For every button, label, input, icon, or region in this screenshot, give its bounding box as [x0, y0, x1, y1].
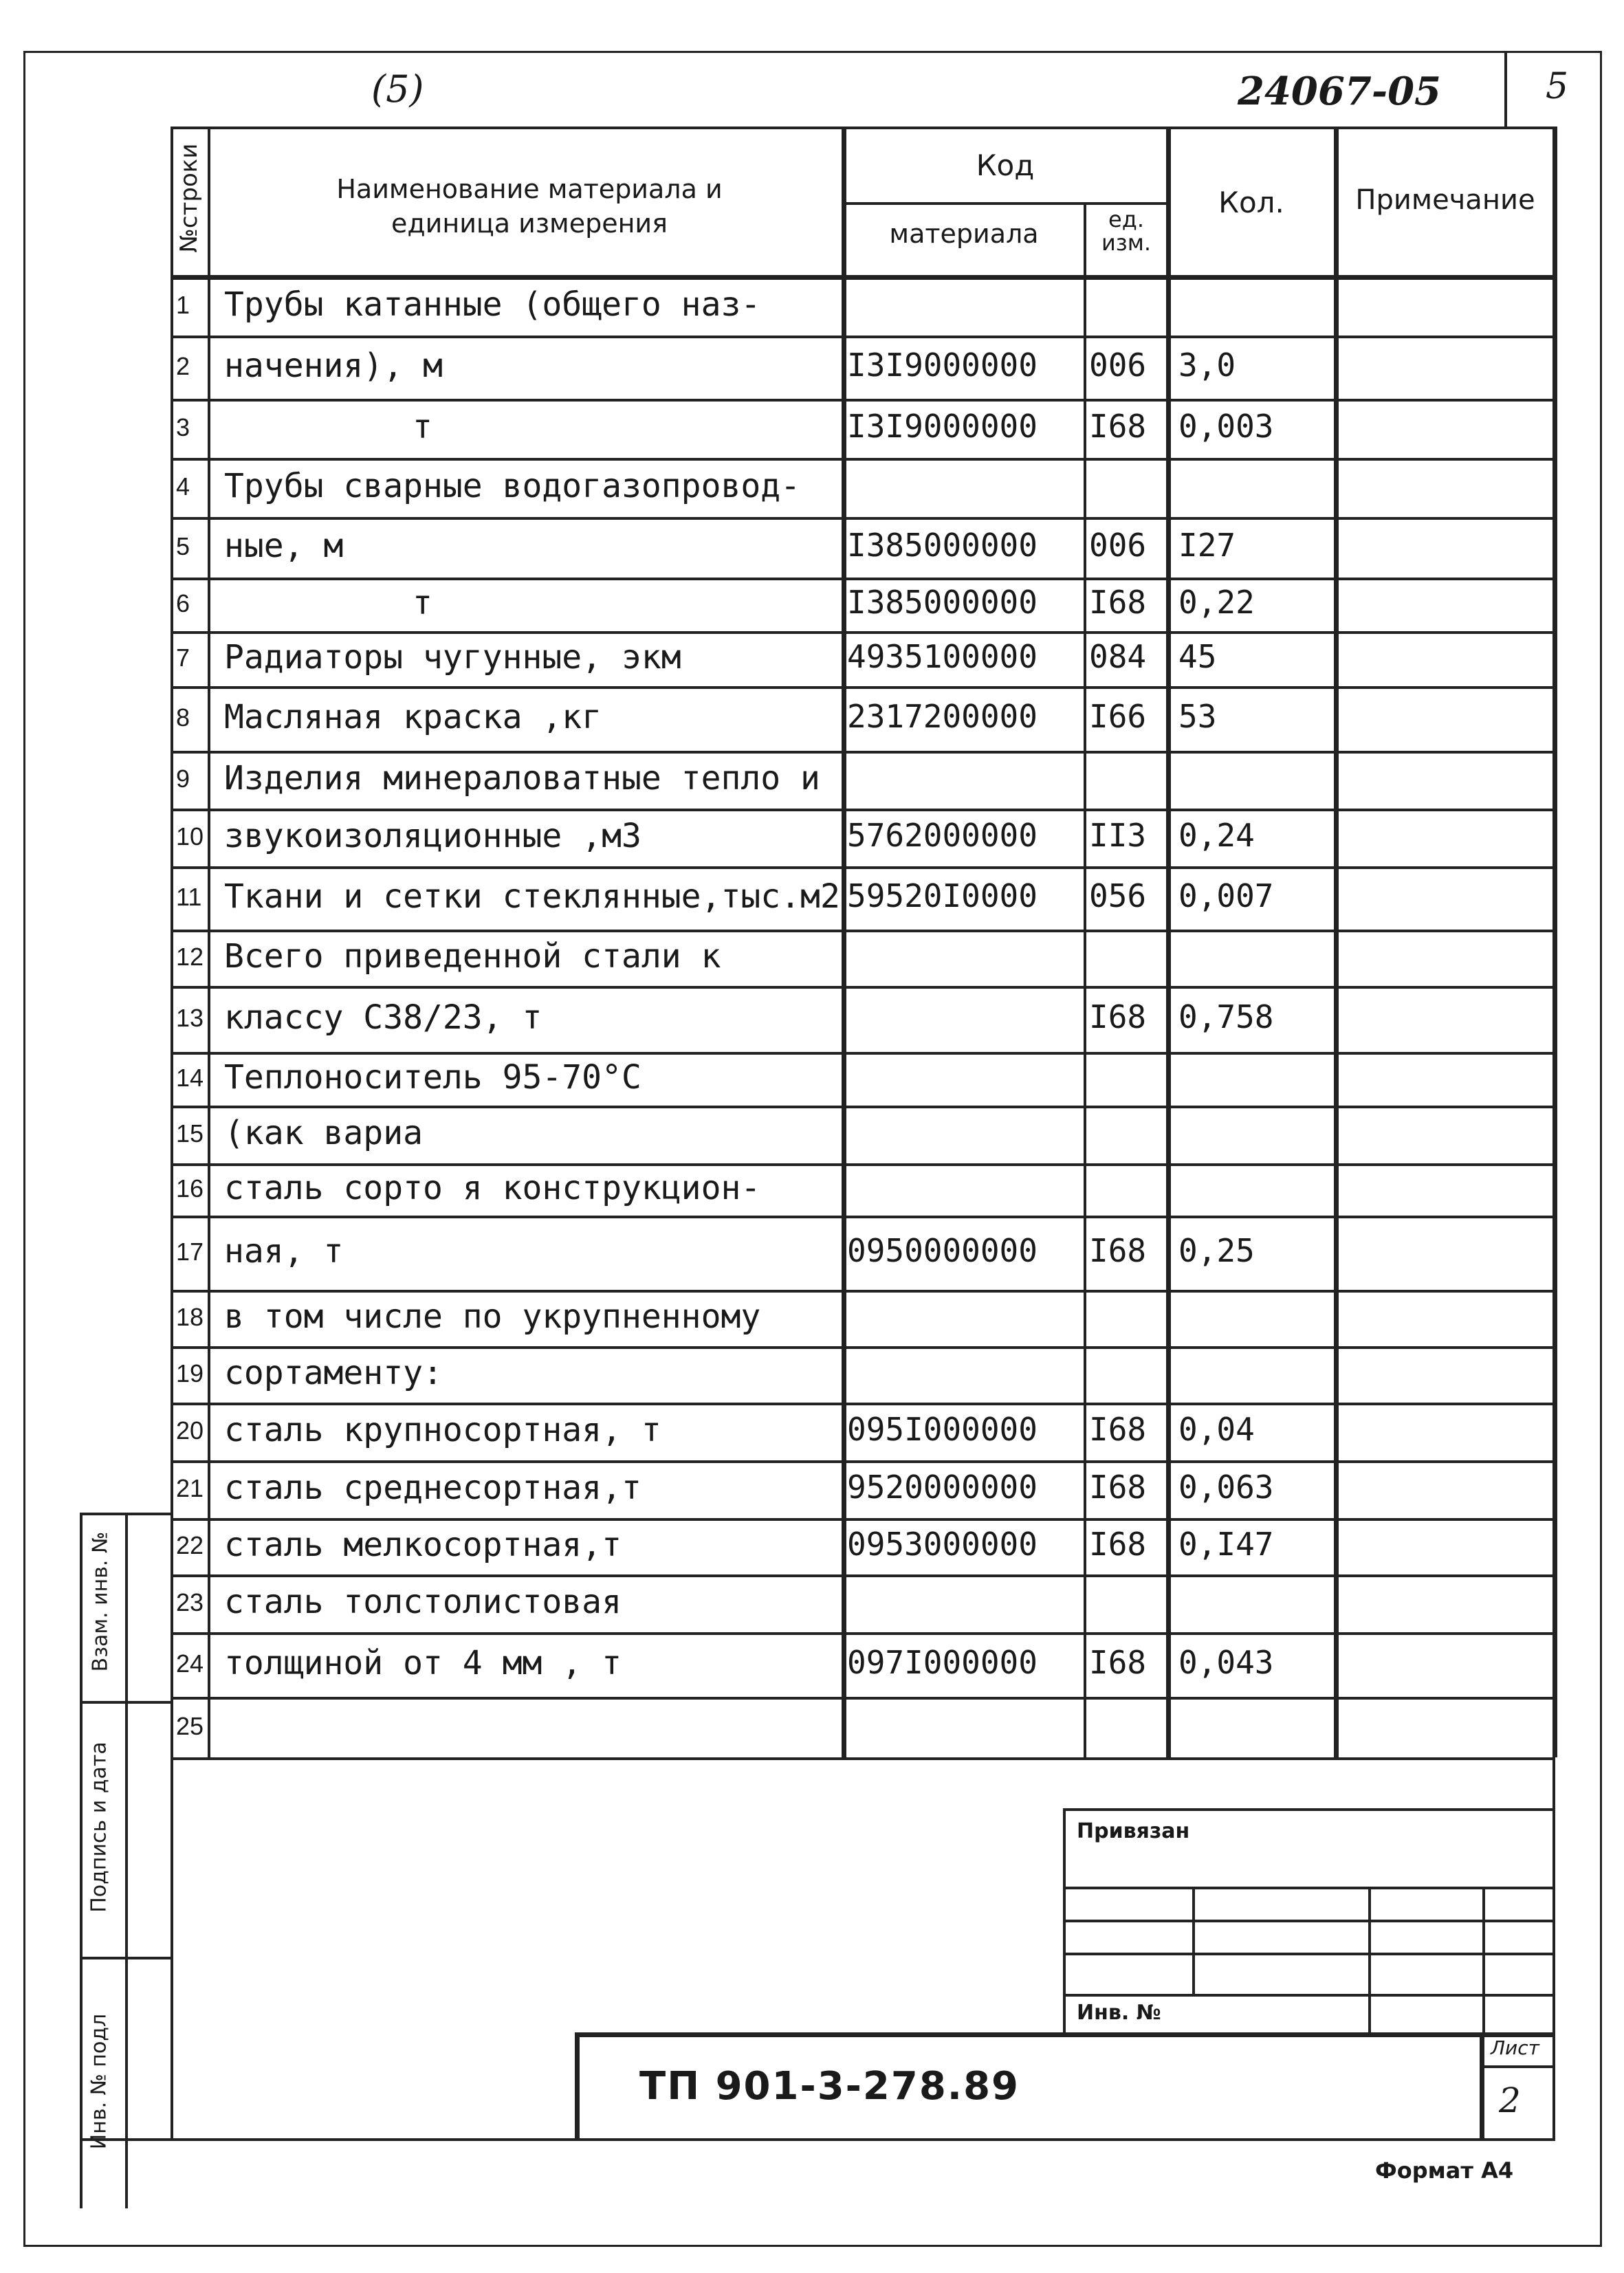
quantity: 0,24: [1178, 817, 1255, 854]
row-number: 6: [176, 589, 190, 617]
col-header-code: Код: [976, 149, 1035, 182]
col-header-code-material: материала: [889, 219, 1039, 249]
bound-row-3: [1063, 1953, 1555, 1955]
material-code: 0953000000: [847, 1526, 1038, 1563]
row-number: 16: [176, 1174, 204, 1203]
material-name: т: [413, 584, 432, 622]
title-block-top: [575, 2032, 1555, 2037]
section-number: (5): [371, 67, 424, 111]
row-number: 22: [176, 1531, 204, 1559]
material-code: 9520000000: [847, 1469, 1038, 1506]
quantity: I27: [1178, 527, 1236, 564]
side-strip-div2: [80, 1957, 171, 1959]
material-name: толщиной от 4 мм , т: [224, 1644, 622, 1682]
page-no-divider: [1504, 51, 1507, 127]
quantity: 0,22: [1178, 584, 1255, 621]
col-divider-note: [1334, 127, 1339, 1757]
table-left-border: [171, 127, 173, 1757]
material-name: Трубы катанные (общего наз-: [224, 285, 761, 324]
row-number: 17: [176, 1238, 204, 1266]
quantity: 0,25: [1178, 1232, 1255, 1269]
material-code: 5762000000: [847, 817, 1038, 854]
sheet-label: Лист: [1491, 2036, 1539, 2059]
unit-code: II3: [1089, 817, 1147, 854]
row-number: 24: [176, 1649, 204, 1678]
bound-label: Привязан: [1077, 1819, 1190, 1843]
unit-code: I68: [1089, 1469, 1147, 1506]
quantity: 3,0: [1178, 347, 1236, 384]
stamp-left-col: [171, 1757, 173, 2141]
side-label-vzam: Взам. инв. №: [88, 1531, 113, 1672]
material-name: (как вариа: [224, 1114, 423, 1152]
material-name: Трубы сварные водогазопровод-: [224, 467, 801, 505]
material-code: 0950000000: [847, 1232, 1038, 1269]
side-strip-left: [80, 1513, 83, 2208]
material-name: Масляная краска ,кг: [224, 698, 602, 736]
material-code: I3I9000000: [847, 347, 1038, 384]
row-number: 3: [176, 413, 190, 441]
material-name: начения), м: [224, 347, 443, 385]
col-header-note: Примечание: [1355, 184, 1535, 216]
document-designation: ТП 901-3-278.89: [639, 2064, 1020, 2109]
page-number: 5: [1546, 66, 1569, 107]
row-separator: [171, 1460, 1555, 1463]
row-number: 15: [176, 1119, 204, 1148]
row-separator: [171, 930, 1555, 932]
sheet-label-line: [1480, 2065, 1555, 2068]
row-number: 21: [176, 1474, 204, 1502]
material-name: сталь среднесортная,т: [224, 1469, 641, 1507]
row-number: 12: [176, 943, 204, 971]
sheet-col-left: [1480, 2032, 1484, 2141]
row-number: 23: [176, 1588, 204, 1616]
col-header-qty: Кол.: [1218, 186, 1284, 219]
col-divider-code: [842, 127, 846, 1757]
row-separator: [171, 1163, 1555, 1166]
row-number: 11: [176, 883, 202, 911]
row-separator: [171, 336, 1555, 338]
row-number: 7: [176, 644, 190, 672]
row-number: 18: [176, 1303, 204, 1331]
col-header-code-unit: ед. изм.: [1101, 206, 1152, 256]
unit-code: 006: [1089, 347, 1147, 384]
row-number: 2: [176, 352, 190, 380]
quantity: 0,04: [1178, 1411, 1255, 1448]
row-number: 14: [176, 1064, 204, 1092]
row-separator: [171, 1106, 1555, 1108]
row-separator: [171, 986, 1555, 989]
material-name: в том числе по укрупненному: [224, 1297, 761, 1336]
side-strip-mid: [125, 1513, 128, 2208]
row-separator: [171, 1403, 1555, 1405]
quantity: 0,I47: [1178, 1526, 1274, 1563]
bound-block-top: [1063, 1808, 1555, 1811]
row-number: 13: [176, 1004, 204, 1032]
row-separator: [171, 399, 1555, 402]
material-name: звукоизоляционные ,м3: [224, 817, 641, 855]
material-code: I3I9000000: [847, 408, 1038, 445]
row-number: 5: [176, 532, 190, 560]
bound-col-2: [1368, 1887, 1371, 2035]
material-name: классу С38/23, т: [224, 998, 542, 1037]
material-name: т: [413, 408, 432, 446]
material-code: I385000000: [847, 584, 1038, 621]
unit-code: I66: [1089, 698, 1147, 735]
material-code: 097I000000: [847, 1644, 1038, 1681]
row-separator: [171, 751, 1555, 754]
row-separator: [171, 1216, 1555, 1218]
material-name: сталь сорто я конструкцион-: [224, 1169, 761, 1207]
material-code: I385000000: [847, 527, 1038, 564]
row-separator: [171, 1632, 1555, 1635]
side-label-inv: Инв. № подл: [87, 2013, 111, 2150]
col-header-name: Наименование материала и единица измерения: [336, 174, 723, 239]
material-code: 095I000000: [847, 1411, 1038, 1448]
unit-code: I68: [1089, 1644, 1147, 1681]
material-code: 2317200000: [847, 698, 1038, 735]
row-separator: [171, 578, 1555, 580]
material-name: сталь толстолистовая: [224, 1583, 622, 1621]
quantity: 0,007: [1178, 877, 1274, 914]
code-subheader-line: [842, 202, 1166, 205]
material-name: Изделия минераловатные тепло и: [224, 759, 820, 798]
sheet-number: 2: [1499, 2080, 1521, 2120]
material-name: Всего приведенной стали к: [224, 937, 721, 976]
document-code: 24067-05: [1238, 69, 1441, 114]
row-number: 10: [176, 822, 204, 850]
row-number: 19: [176, 1359, 204, 1387]
row-separator: [171, 458, 1555, 461]
quantity: 0,063: [1178, 1469, 1274, 1506]
col-header-row-no: №строки: [175, 143, 203, 253]
material-name: Теплоноситель 95-70°С: [224, 1058, 641, 1097]
row-number: 9: [176, 765, 190, 793]
unit-code: I68: [1089, 408, 1147, 445]
stamp-bottom: [80, 2138, 1555, 2141]
row-separator: [171, 1518, 1555, 1521]
inv-no-label: Инв. №: [1077, 2001, 1161, 2025]
row-separator: [171, 1697, 1555, 1700]
quantity: 0,758: [1178, 998, 1274, 1035]
material-name: сталь крупносортная, т: [224, 1411, 661, 1449]
unit-code: I68: [1089, 1411, 1147, 1448]
material-name: Ткани и сетки стеклянные,тыс.м2: [224, 877, 840, 916]
quantity: 0,043: [1178, 1644, 1274, 1681]
row-separator: [171, 1290, 1555, 1293]
quantity: 0,003: [1178, 408, 1274, 445]
unit-code: 084: [1089, 638, 1147, 675]
row-number: 4: [176, 472, 190, 501]
bound-row-4: [1063, 1994, 1555, 1997]
material-name: ная, т: [224, 1232, 344, 1271]
unit-code: 006: [1089, 527, 1147, 564]
col-divider-rowno: [208, 127, 210, 1757]
quantity: 45: [1178, 638, 1217, 675]
format-label: Формат А4: [1375, 2157, 1514, 2184]
row-separator: [171, 517, 1555, 520]
stamp-right: [1552, 1757, 1555, 2141]
row-separator: [171, 1757, 1555, 1760]
bound-col-1: [1192, 1887, 1195, 1994]
table-top-border: [171, 127, 1555, 129]
side-label-sign: Подпись и дата: [87, 1742, 111, 1913]
unit-code: I68: [1089, 998, 1147, 1035]
side-strip-div1: [80, 1701, 171, 1704]
material-name: ные, м: [224, 527, 344, 565]
quantity: 53: [1178, 698, 1217, 735]
unit-code: I68: [1089, 1232, 1147, 1269]
row-number: 8: [176, 703, 190, 732]
material-name: Радиаторы чугунные, экм: [224, 638, 681, 677]
side-strip-top: [80, 1513, 171, 1515]
row-number: 20: [176, 1416, 204, 1445]
header-bottom-line: [171, 275, 1555, 280]
unit-code: I68: [1089, 1526, 1147, 1563]
row-separator: [171, 809, 1555, 811]
material-name: сталь мелкосортная,т: [224, 1526, 622, 1564]
row-number: 1: [176, 291, 190, 319]
table-right-border: [1552, 127, 1557, 1757]
col-divider-qty: [1166, 127, 1171, 1757]
bound-row-2: [1063, 1920, 1555, 1922]
row-separator: [171, 686, 1555, 689]
row-separator: [171, 631, 1555, 634]
row-separator: [171, 1052, 1555, 1055]
row-separator: [171, 866, 1555, 869]
material-name: сортаменту:: [224, 1354, 443, 1392]
unit-code: I68: [1089, 584, 1147, 621]
row-number: 25: [176, 1712, 204, 1740]
bound-col-3: [1482, 1887, 1485, 2035]
row-separator: [171, 1346, 1555, 1349]
unit-code: 056: [1089, 877, 1147, 914]
bound-row-1: [1063, 1887, 1555, 1889]
title-block-left: [575, 2032, 580, 2141]
row-separator: [171, 1574, 1555, 1577]
material-code: 59520I0000: [847, 877, 1038, 914]
col-divider-unit: [1084, 204, 1086, 1757]
material-code: 4935100000: [847, 638, 1038, 675]
